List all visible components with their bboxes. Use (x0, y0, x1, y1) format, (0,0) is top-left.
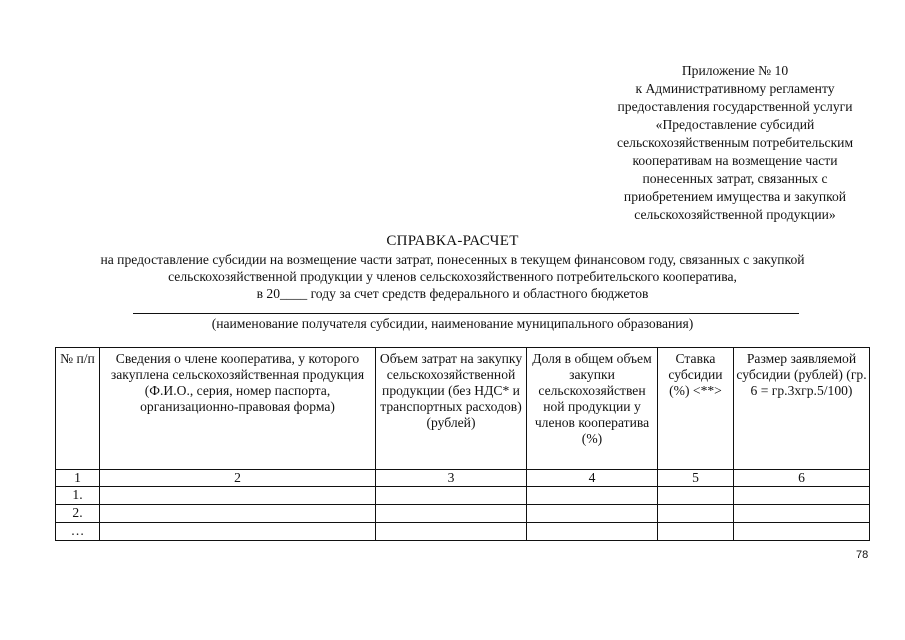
table-cell (658, 523, 734, 541)
table-cell (527, 505, 658, 523)
header-member-info: Сведения о члене кооператива, у которого закуплена сельскохозяйственная продукция (Ф.И.О., серия, номер паспорта, организационно-правовая форма) (100, 348, 376, 470)
column-number-row (56, 470, 870, 487)
table-cell (734, 505, 870, 523)
subtitle-line: в 20____ году за счет средств федерального и областного бюджетов (256, 286, 649, 301)
appendix-line: к Административному регламенту (635, 81, 835, 96)
header-subsidy-rate: Ставка субсидии (%) <**> (658, 348, 734, 470)
appendix-line: «Предоставление субсидий (655, 117, 815, 132)
column-number: 4 (527, 470, 658, 487)
table-cell (100, 505, 376, 523)
appendix-line: кооперативам на возмещение части (632, 153, 838, 168)
table-cell (527, 523, 658, 541)
table-cell (100, 487, 376, 505)
table-row (56, 505, 870, 523)
header-row-number: № п/п (56, 348, 100, 470)
appendix-block (590, 62, 880, 224)
recipient-caption: (наименование получателя субсидии, наименование муниципального образования) (211, 316, 694, 331)
row-number-cell: 1. (56, 487, 100, 505)
appendix-line: предоставления государственной услуги (617, 99, 853, 114)
header-share: Доля в общем объем закупки сельскохозяйствен ной продукции у членов кооператива (%) (527, 348, 658, 470)
header-cost-volume: Объем затрат на закупку сельскохозяйственной продукции (без НДС* и транспортных расходов) (рублей) (376, 348, 527, 470)
table-row (56, 487, 870, 505)
column-number: 1 (56, 470, 100, 487)
column-number: 5 (658, 470, 734, 487)
table-cell (376, 523, 527, 541)
subtitle-line: сельскохозяйственной продукции у членов сельскохозяйственного потребительского кооператива, (168, 269, 737, 284)
table-cell (734, 523, 870, 541)
row-number-cell: 2. (56, 505, 100, 523)
table-header-row (56, 348, 870, 470)
appendix-line: понесенных затрат, связанных с (642, 171, 828, 186)
column-number: 2 (100, 470, 376, 487)
document-subtitle (0, 251, 905, 302)
column-number: 6 (734, 470, 870, 487)
table-cell (100, 523, 376, 541)
row-number-cell: … (56, 523, 100, 541)
appendix-line: Приложение № 10 (681, 63, 789, 78)
subtitle-line: на предоставление субсидии на возмещение части затрат, понесенных в текущем финансовом году, связанных с закупкой (100, 252, 805, 267)
table-cell (527, 487, 658, 505)
table-cell (734, 487, 870, 505)
appendix-line: сельскохозяйственным потребительским (616, 135, 854, 150)
calculation-table (55, 347, 870, 541)
table-row (56, 523, 870, 541)
appendix-line: сельскохозяйственной продукции» (634, 207, 836, 222)
column-number: 3 (376, 470, 527, 487)
table-cell (376, 505, 527, 523)
recipient-blank-line (133, 313, 799, 314)
table-cell (658, 487, 734, 505)
appendix-line: приобретением имущества и закупкой (623, 189, 847, 204)
table-cell (376, 487, 527, 505)
table-cell (658, 505, 734, 523)
page-number: 78 (856, 549, 869, 561)
header-subsidy-amount: Размер заявляемой субсидии (рублей) (гр. 6 = гр.3хгр.5/100) (734, 348, 870, 470)
document-title: СПРАВКА-РАСЧЕТ (386, 233, 519, 249)
